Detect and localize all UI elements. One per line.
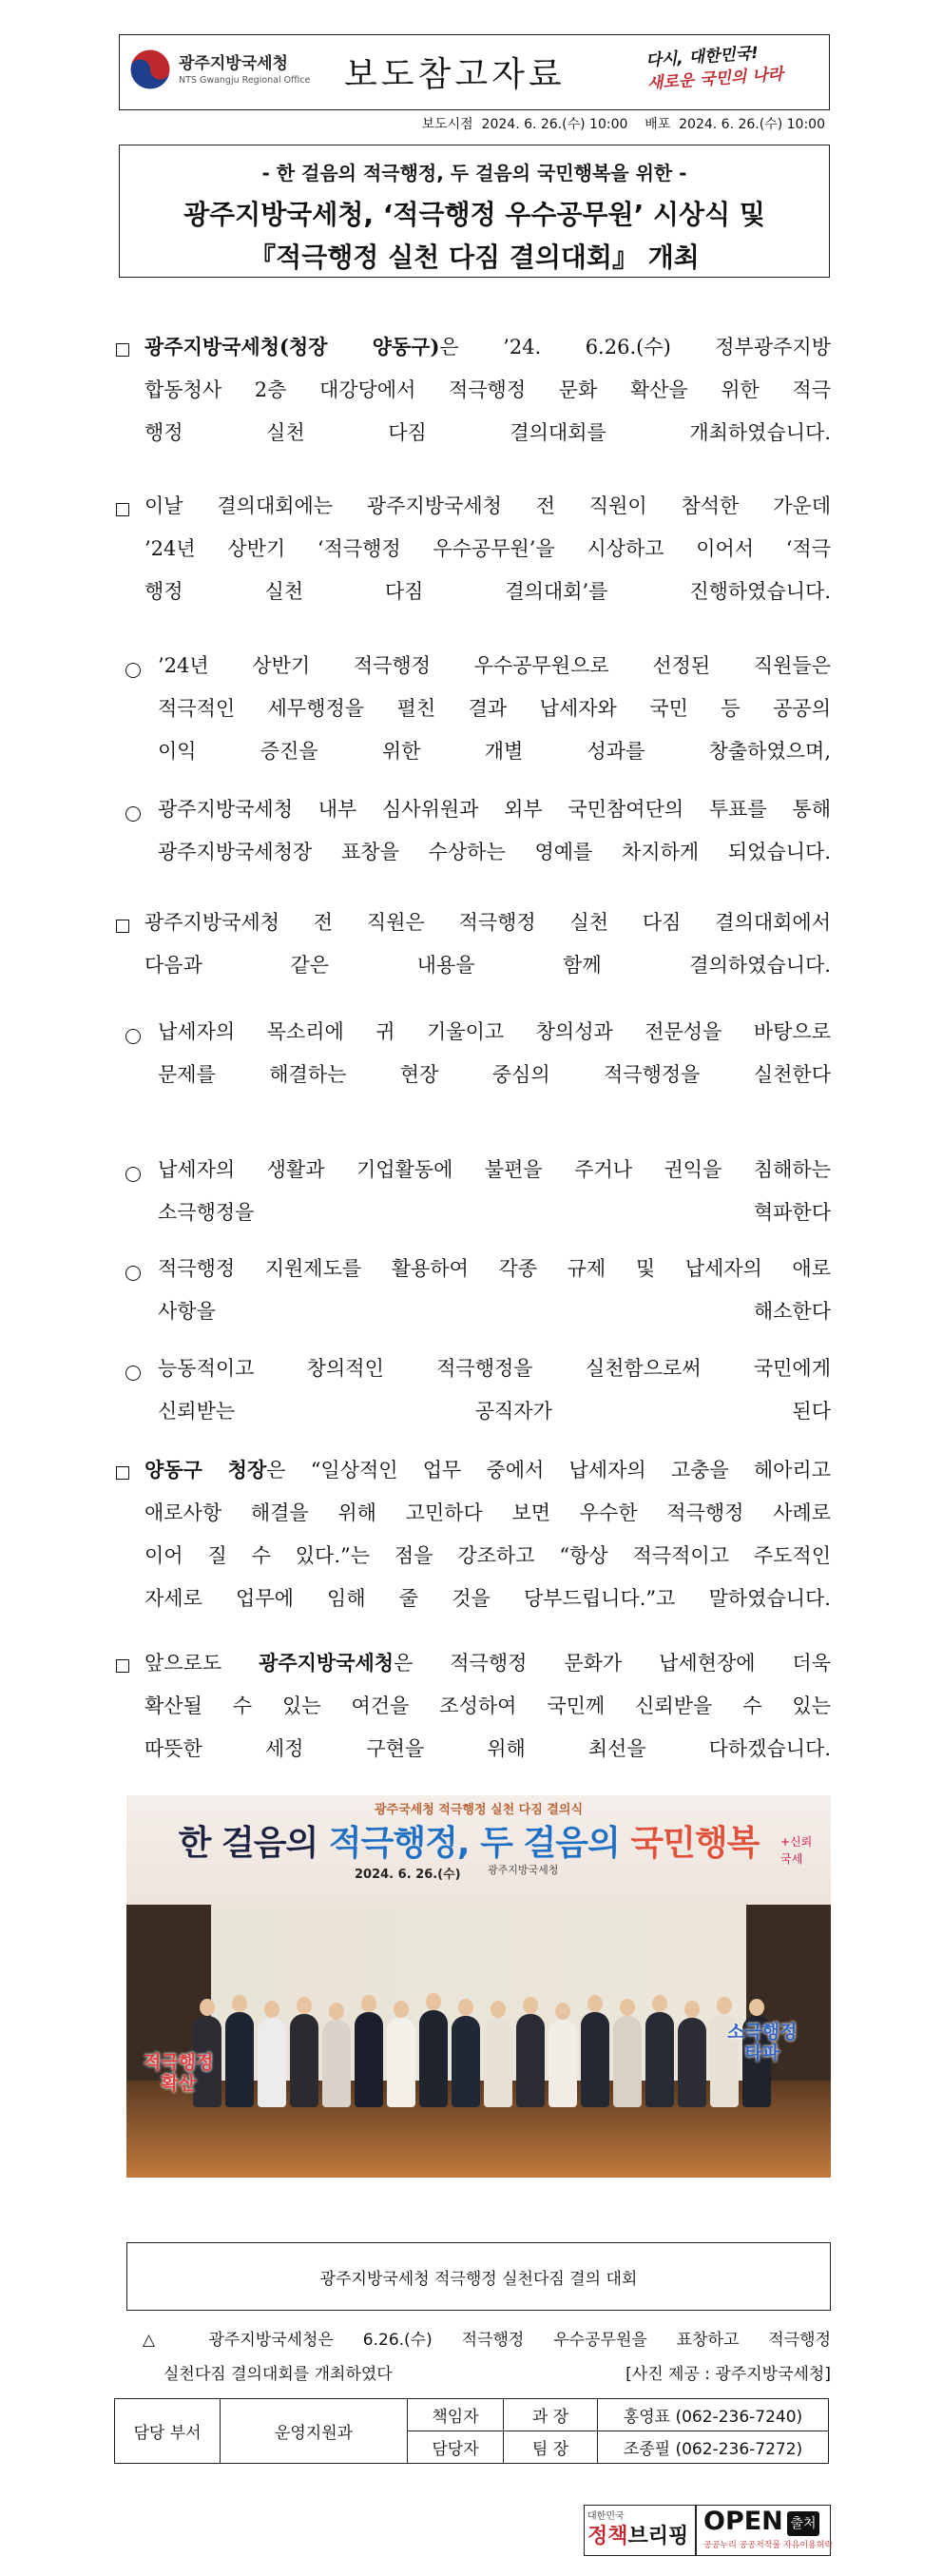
p4-lead: 양동구 청장: [144, 1458, 267, 1482]
p3d-line-2: 신뢰받는 공직자가 된다: [158, 1400, 831, 1423]
banner-main-3: 국민행복: [630, 1824, 760, 1863]
contact-person: 조종필 (062-236-7272): [598, 2431, 829, 2464]
title-line-1: 광주지방국세청, ‘적극행정 우수공무원’ 시상식 및: [183, 199, 765, 230]
person-head: [426, 1993, 441, 2010]
sign-right-1: 소극행정: [727, 2022, 798, 2043]
org-name: 광주지방국세청: [179, 54, 288, 73]
open-sub: 공공누리 공공저작물 자유이용허락: [703, 2541, 834, 2550]
p3b-line-2: 소극행정을 혁파한다: [158, 1201, 831, 1224]
circle-bullet-icon: [125, 1167, 141, 1182]
p3a-line-1: 납세자의 목소리에 귀 기울이고 창의성과 전문성을 바탕으로: [158, 1020, 831, 1043]
p5-line-2: 확산될 수 있는 여건을 조성하여 국민께 신뢰받을 수 있는: [144, 1695, 831, 1717]
circle-bullet-icon: [125, 1365, 141, 1381]
person: [452, 2016, 480, 2107]
briefing-top: 대한민국: [587, 2511, 625, 2522]
square-bullet-icon: [116, 1466, 129, 1480]
p3c-line-2: 사항을 해소한다: [158, 1300, 831, 1323]
person-head: [200, 1999, 215, 2016]
circle-bullet-icon: [125, 806, 141, 822]
p2a-line-1: ’24년 상반기 적극행정 우수공무원으로 선정된 직원들은: [158, 654, 831, 677]
sign-left-1: 적극행정: [144, 2052, 214, 2073]
banner-main-2: 적극행정, 두 걸음의: [328, 1824, 631, 1863]
p4-line-1: 은 “일상적인 업무 중에서 납세자의 고충을 헤아리고: [266, 1459, 831, 1482]
contact-person: 홍영표 (062-236-7240): [598, 2399, 829, 2431]
paragraph-3c: [158, 1248, 831, 1333]
p1-line-2: 합동청사 2층 대강당에서 적극행정 문화 확산을 위한 적극: [144, 378, 831, 401]
person-head: [684, 2001, 700, 2018]
square-bullet-icon: [116, 343, 129, 357]
banner-main-text: [164, 1816, 773, 1865]
person: [225, 2012, 254, 2107]
p5-line-1: 은 적극행정 문화가 납세현장에 더욱: [394, 1652, 831, 1675]
p2-line-1: 이날 결의대회에는 광주지방국세청 전 직원이 참석한 가운데: [144, 494, 831, 517]
slogan-line-2: 새로운 국민의 나라: [646, 65, 784, 94]
person: [613, 2016, 642, 2107]
circle-bullet-icon: [125, 663, 141, 678]
photo-caption: 광주지방국세청 적극행정 실천다짐 결의 대회: [319, 2270, 638, 2289]
briefing-main: [587, 2520, 688, 2549]
person-head: [620, 1999, 635, 2016]
paragraph-3: [144, 901, 831, 987]
person-head: [555, 2003, 570, 2020]
briefing-main-1: 정책: [587, 2525, 628, 2548]
sign-right-2: 타파: [744, 2043, 780, 2063]
person: [290, 2014, 318, 2107]
person: [387, 2018, 415, 2107]
photo-credit: [사진 제공 : 광주지방국세청]: [625, 2365, 831, 2384]
photo-description-line-1: △ 광주지방국세청은 6.26.(수) 적극행정 우수공무원을 표창하고 적극행정: [143, 2331, 831, 2350]
person: [548, 2020, 577, 2107]
p4-line-4: 자세로 업무에 임해 줄 것을 당부드립니다.”고 말하였습니다.: [144, 1587, 831, 1610]
person-head: [491, 2001, 506, 2018]
banner-main-1: 한 걸음의: [178, 1824, 329, 1863]
banner-right-text: [780, 1833, 812, 1868]
person: [258, 2018, 286, 2107]
banner-org: 광주지방국세청: [488, 1864, 559, 1876]
title-line-2: 『적극행정 실천 다짐 결의대회』 개최: [249, 242, 700, 273]
person-head: [361, 1995, 376, 2012]
paragraph-2b: [158, 788, 831, 874]
attribution-icon: 출처: [787, 2511, 819, 2536]
doc-type: 보도참고자료: [344, 55, 566, 94]
p2a-line-2: 적극적인 세무행정을 펼친 결과 납세자와 국민 등 공공의: [158, 697, 831, 720]
p1-lead: 광주지방국세청(청장 양동구): [144, 335, 440, 358]
p5-line-3: 따뜻한 세정 구현을 위해 최선을 다하겠습니다.: [144, 1737, 831, 1760]
p4-line-2: 애로사항 해결을 위해 고민하다 보면 우수한 적극행정 사례로: [144, 1501, 831, 1524]
person-head: [587, 1995, 603, 2012]
org-name-en: NTS Gwangju Regional Office: [179, 75, 311, 86]
contact-position: 과 장: [504, 2399, 598, 2431]
contact-position: 팀 장: [504, 2431, 598, 2464]
dept-value: 운영지원과: [221, 2399, 408, 2464]
dept-label: 담당 부서: [115, 2399, 221, 2464]
photo-description-line-2: 실천다짐 결의대회를 개최하였다: [164, 2365, 393, 2384]
p2b-line-1: 광주지방국세청 내부 심사위원과 외부 국민참여단의 투표를 통해: [158, 798, 831, 821]
person: [678, 2018, 706, 2107]
p3c-line-1: 적극행정 지원제도를 활용하여 각종 규제 및 납세자의 애로: [158, 1257, 831, 1280]
p3d-line-1: 능동적이고 창의적인 적극행정을 실천함으로써 국민에게: [158, 1357, 831, 1380]
p3-line-1: 광주지방국세청 전 직원은 적극행정 실천 다짐 결의대회에서: [144, 911, 831, 934]
p1-line-3: 행정 실천 다짐 결의대회를 개최하였습니다.: [144, 421, 831, 444]
paragraph-3d: [158, 1347, 831, 1433]
paragraph-5: [144, 1641, 831, 1771]
slogan-line-1: 다시, 대한민국!: [645, 44, 760, 71]
p1-line-1: 은 ’24. 6.26.(수) 정부광주지방: [439, 336, 831, 358]
p5-line-1-pre: 앞으로도: [144, 1652, 260, 1675]
person-head: [523, 1997, 538, 2014]
p2-line-3: 행정 실천 다짐 결의대회’를 진행하였습니다.: [144, 580, 831, 603]
person-head: [264, 2001, 279, 2018]
banner-top-text: 광주국세청 적극행정 실천 다짐 결의식: [374, 1803, 584, 1817]
person-head: [749, 1999, 764, 2016]
contact-table: [114, 2398, 829, 2464]
paragraph-3b: [158, 1149, 831, 1234]
person: [581, 2012, 609, 2107]
open-text: OPEN: [703, 2507, 783, 2536]
person: [322, 2020, 351, 2107]
p2-line-2: ’24년 상반기 ‘적극행정 우수공무원’을 시상하고 이어서 ‘적극: [144, 537, 831, 560]
sign-right: [727, 2022, 797, 2063]
person-head: [394, 2001, 409, 2018]
person-head: [329, 2003, 344, 2020]
p2b-line-2: 광주지방국세청장 표창을 수상하는 영예를 차지하게 되었습니다.: [158, 841, 831, 863]
person: [355, 2012, 383, 2107]
table-row: [115, 2399, 829, 2431]
title-subtitle: - 한 걸음의 적극행정, 두 걸음의 국민행복을 위한 -: [261, 162, 687, 184]
person: [645, 2012, 674, 2107]
person-head: [297, 1997, 312, 2014]
person-head: [652, 1995, 667, 2012]
briefing-main-2: 브리핑: [627, 2525, 689, 2548]
person: [516, 2014, 545, 2107]
square-bullet-icon: [116, 503, 129, 516]
circle-bullet-icon: [125, 1029, 141, 1044]
p4-line-3: 이어 질 수 있다.”는 점을 강조하고 “항상 적극적이고 주도적인: [144, 1544, 831, 1567]
contact-role: 담당자: [408, 2431, 504, 2464]
banner-right-2: 국세: [780, 1852, 803, 1866]
sign-left: [144, 2052, 213, 2094]
square-bullet-icon: [116, 920, 129, 933]
person: [484, 2018, 512, 2107]
banner-right-1: +신뢰: [780, 1835, 813, 1849]
p3b-line-1: 납세자의 생활과 기업활동에 불편을 주거나 권익을 침해하는: [158, 1158, 831, 1181]
person-head: [232, 1995, 247, 2012]
person-head: [717, 1997, 732, 2014]
paragraph-2: [144, 485, 831, 613]
p3-line-2: 다음과 같은 내용을 함께 결의하였습니다.: [144, 954, 831, 977]
banner-date: 2024. 6. 26.(수): [355, 1868, 461, 1882]
square-bullet-icon: [116, 1659, 129, 1673]
contact-role: 책임자: [408, 2399, 504, 2431]
embargo-line: 보도시점 2024. 6. 26.(수) 10:00 배포 2024. 6. 26.(수) 10:00: [421, 117, 825, 132]
paragraph-3a: [158, 1011, 831, 1096]
taegeuk-logo-icon: [128, 48, 172, 91]
p2a-line-3: 이익 증진을 위한 개별 성과를 창출하였으며,: [158, 740, 831, 763]
paragraph-1: [144, 325, 831, 455]
sign-left-2: 확산: [161, 2073, 197, 2094]
p3a-line-2: 문제를 해결하는 현장 중심의 적극행정을 실천한다: [158, 1063, 831, 1086]
person-head: [458, 1999, 473, 2016]
paragraph-4: [144, 1448, 831, 1620]
event-photo: [126, 1795, 831, 2178]
paragraph-2a: [158, 645, 831, 773]
p5-lead: 광주지방국세청: [259, 1651, 395, 1675]
person: [419, 2010, 448, 2107]
circle-bullet-icon: [125, 1266, 141, 1281]
